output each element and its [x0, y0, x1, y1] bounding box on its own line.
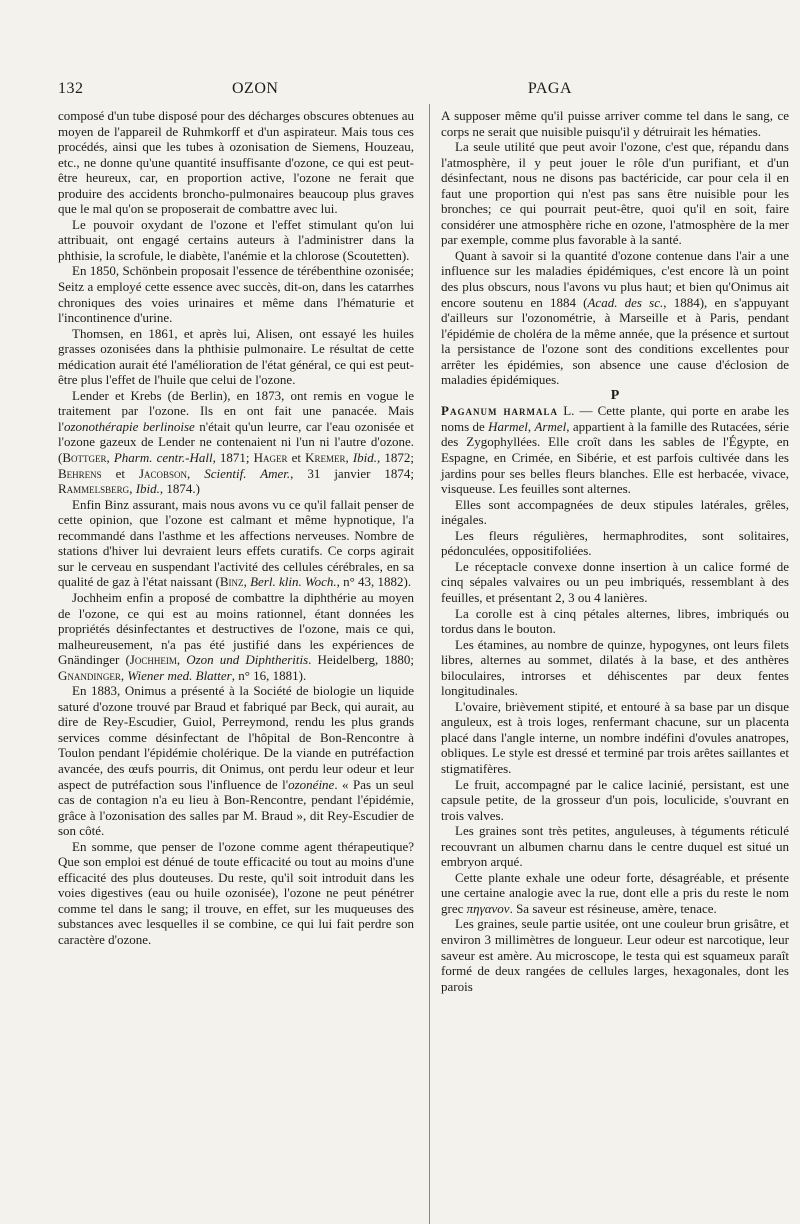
running-head [58, 80, 748, 102]
author-name: Rammelsberg [58, 481, 130, 497]
paragraph [441, 870, 789, 917]
text: , [120, 667, 128, 683]
text: , [527, 418, 535, 434]
paragraph [58, 388, 414, 497]
right-running-title: PAGA [527, 80, 572, 97]
left-column [58, 108, 414, 948]
section-letter-heading: P [610, 387, 620, 403]
text: . « Pas un seul cas de contagion n'a eu lieu à Bon-Rencontre, pendant l'épidémie, grâce à l'ozonisation des salles par M. Braud », dit Rey-Escudier de son côté. [58, 776, 415, 839]
right-column [441, 108, 789, 994]
text: et [287, 450, 306, 466]
author-name: Hager [253, 450, 288, 466]
italic-term: Harmel [488, 418, 528, 434]
author-name: Behrens [58, 465, 102, 481]
citation-title: Ozon und Diphtheritis [186, 652, 309, 668]
paragraph: Les étamines, au nombre de quinze, hypogynes, ont leurs filets libres, alternes au sommet, dilatés à la base, et des anthères biloculaires, introrses et déhiscentes par deux fentes longitudinales. [441, 636, 789, 699]
paragraph: Le pouvoir oxydant de l'ozone et l'effet stimulant qu'on lui attribuait, ont engagé certains auteurs à l'administrer dans la phthisie, la scrofule, le diabète, l'anémie et la chlorose (Scoutetten). [58, 216, 414, 263]
italic-term: ozonothérapie berlinoise [63, 418, 195, 434]
entry-title: Paganum harmala [441, 403, 559, 419]
paragraph: L'ovaire, brièvement stipité, et entouré à sa base par un disque anguleux, est à trois loges, renfermant chacune, sur un placenta placé dans l'angle interne, un nombre indéfini d'ovules anatropes, obliques. Le style est dressé et terminé par trois arêtes saillantes et stigmatifères. [441, 698, 789, 776]
paragraph: Les graines sont très petites, anguleuses, à téguments réticulé recouvrant un albumen charnu dans le centre duquel est situé un embryon arqué. [441, 823, 789, 870]
citation-title: Wiener med. Blatter [127, 667, 232, 683]
italic-term: Armel [534, 418, 567, 434]
text: et [101, 465, 139, 481]
paragraph: composé d'un tube disposé pour des décharges obscures obtenues au moyen de l'appareil de Ruhmkorff et d'un aspirateur. Mais tous ces procédés, ainsi que les tubes à ozonisation de Siemens, Houzeau, etc., ne donne qu'une quantité insuffisante d'ozone, ce qui est peut-être heureux, car, en proportion active, l'ozone ne ferait que produire des accidents broncho-pulmonaires beaucoup plus graves que le mal qu'on se proposerait de combattre avec lui. [58, 108, 414, 217]
text: n'était qu'un leurre, car l'eau ozonisée et l'ozone gazeux de Lender ne contenaient ni l'un ni l'autre d'ozone. ( [58, 418, 414, 466]
text: , [187, 465, 205, 481]
citation-title: Ibid. [352, 450, 378, 466]
text: Lender et Krebs (de Berlin), en 1873, ont remis en vogue le traitement par l'ozone. Ils en ont fait une panacée. Mais l' [58, 387, 414, 434]
citation-title: Berl. klin. Woch. [250, 574, 337, 590]
paragraph: A supposer même qu'il puisse arriver comme tel dans le sang, ce corps ne serait que nuisible puisqu'il y détruirait les hématies. [441, 108, 789, 139]
author-name: Jacobson [138, 465, 188, 481]
text: Jochheim enfin a proposé de combattre la diphthérie au moyen de l'ozone, ce qui est au moins rationnel, étant données les propriétés désinfectantes et destructives de l'ozone, mais ce qui, malheureusement, n'a pas été justifié dans les expériences de Gnändinger ( [58, 589, 414, 668]
paragraph: En 1850, Schönbein proposait l'essence de térébenthine ozonisée; Seitz a employé cette essence avec succès, dit-on, dans les catarrhes chroniques des voies urinaires et même dans l'hématurie et l'incontinence d'urine. [58, 263, 414, 326]
text: , 1874.) [159, 481, 200, 497]
text: , appartient à la famille des Rutacées, série des Zygophyllées. Elle croît dans les sables de l'Égypte, en Espagne, en Crimée, en Sibérie, et est parfois cultivée dans les jardins pour ses belles fleurs blanches. Elle est herbacée, vivace, visqueuse. Les feuilles sont alternes. [441, 418, 789, 497]
author-name: Bottger [62, 450, 107, 466]
text: , [129, 481, 136, 497]
text: , n° 43, 1882). [336, 574, 412, 590]
author-name: Jochheim [129, 652, 177, 668]
paragraph: Le réceptacle convexe donne insertion à un calice formé de cinq sépales valvaires ou un peu imbriqués, ressemblant à des feuilles, et présentant 2, 3 ou 4 lanières. [441, 558, 789, 605]
text: . Sa saveur est résineuse, amère, tenace. [509, 900, 717, 916]
paragraph: Thomsen, en 1861, et après lui, Alisen, ont essayé les huiles grasses ozonisées dans la phthisie pulmonaire. Le résultat de cette médication aurait été l'amélioration de l'état général, ce qui est peut-être plus l'effet de l'huile que celui de l'ozone. [58, 325, 414, 388]
text: , [106, 450, 114, 466]
text: Enfin Binz assurant, mais nous avons vu ce qu'il fallait penser de cette opinion, que l'ozone est calmant et même hypnotique, l'a recommandé dans l'asthme et les affections nerveuses. Nombre de stations d'hiver lui devraient leurs effets curatifs. Ce corps agirait sur le cerveau en suspendant l'activité des cellules cérébrales, en sa qualité de gaz à l'état naissant ( [58, 496, 414, 590]
text: , [345, 450, 353, 466]
paragraph: Elles sont accompagnées de deux stipules latérales, grêles, inégales. [441, 496, 789, 528]
citation-title: Scientif. Amer. [204, 465, 291, 481]
paragraph [58, 683, 414, 838]
text: , 1872; [377, 450, 414, 466]
paragraph: La corolle est à cinq pétales alternes, libres, imbriqués ou tordus dans le bouton. [441, 605, 789, 637]
text: , [176, 652, 187, 668]
greek-term: πηγανον [466, 900, 510, 916]
page-number: 132 [58, 80, 84, 97]
column-divider [429, 104, 430, 1224]
author-name: Gnandinger [58, 667, 121, 683]
paragraph: En somme, que penser de l'ozone comme agent thérapeutique? Que son emploi est dénué de toute efficacité ou tout au moins d'une efficacité des plus douteuses. Du reste, qu'il soit introduit dans les voies digestives (eau ou huile ozonisée), l'ozone ne peut pénétrer comme tel dans le sang; il trouve, en effet, sur les muqueuses des substances avec lesquelles il se combine, ce qui lui fait perdre son caractère d'ozone. [58, 838, 414, 947]
paragraph: La seule utilité que peut avoir l'ozone, c'est que, répandu dans l'atmosphère, il y peut jouer le rôle d'un purifiant, et d'un désinfectant, nous ne disons pas bactéricide, car pour cela il en faut une proportion qui n'est pas sans être nuisible pour les bronches; ce qui pourrait peut-être, quoi qu'il en soit, faire considérer une atmosphère riche en ozone, l'atmosphère de la mer par exemple, comme plus favorable à la santé. [441, 139, 789, 248]
text: L. — Cette plante, qui porte en arabe les noms de [441, 403, 789, 434]
dictionary-entry [441, 403, 789, 496]
text: , 1884), en s'appuyant d'ailleurs sur l'ozonométrie, à Marseille et à Paris, pendant l'épidémie de choléra de la même année, que la présence et surtout la persistance de l'ozone sont des conditions excellentes pour arrêter les épidémies, son absence une cause d'éclosion de maladies épidémiques. [441, 294, 789, 388]
paragraph [441, 248, 789, 388]
text: , n° 16, 1881). [231, 667, 307, 683]
citation-title: Ibid. [135, 481, 160, 497]
paragraph [58, 590, 414, 683]
text: , 31 janvier 1874; [290, 465, 414, 481]
text: Quant à savoir si la quantité d'ozone contenue dans l'air a une influence sur les maladies épidémiques, c'est encore là un point des plus obscurs, nous l'avons vu plus haut; et bien qu'Onimus ait encore soutenu en 1884 ( [441, 247, 789, 310]
paragraph: Le fruit, accompagné par le calice lacinié, persistant, est une capsule petite, de la grosseur d'un pois, loculicide, s'ouvrant en trois valves. [441, 776, 789, 823]
citation-title: Acad. des sc. [587, 294, 664, 310]
text: . Heidelberg, 1880; [308, 652, 414, 668]
author-name: Binz [219, 574, 244, 590]
author-name: Kremer [305, 450, 346, 466]
paragraph: Les fleurs régulières, hermaphrodites, sont solitaires, pédonculées, oppositifoliées. [441, 527, 789, 559]
left-running-title: OZON [232, 80, 279, 97]
text: En 1883, Onimus a présenté à la Société de biologie un liquide saturé d'ozone trouvé par Braud et fabriqué par Beck, qui aurait, au dire de Rey-Escudier, Guiol, Perreymond, rendu les plus grands services comme désinfectant de l'hôpital de Bon-Rencontre à Toulon pendant l'épidémie cholérique. De la viande en putréfaction avancée, des œufs pourris, dit Onimus, ont perdu leur odeur et leur aspect de putréfaction sous l'influence de l' [58, 683, 414, 792]
italic-term: ozonéine [288, 776, 335, 792]
citation-title: Pharm. centr.-Hall [113, 450, 213, 466]
text: , 1871; [212, 450, 254, 466]
paragraph [58, 497, 414, 590]
text: Cette plante exhale une odeur forte, désagréable, et présente une certaine analogie avec la rue, dont elle a pris du reste le nom grec [441, 869, 789, 916]
paragraph: Les graines, seule partie usitée, ont une couleur brun grisâtre, et environ 3 millimètres de longueur. Leur odeur est narcotique, leur saveur est amère. Au microscope, le testa qui est squameux paraît formé de deux rangées de cellules larges, hexagonales, dont les parois [441, 916, 789, 994]
text: , [243, 574, 251, 590]
